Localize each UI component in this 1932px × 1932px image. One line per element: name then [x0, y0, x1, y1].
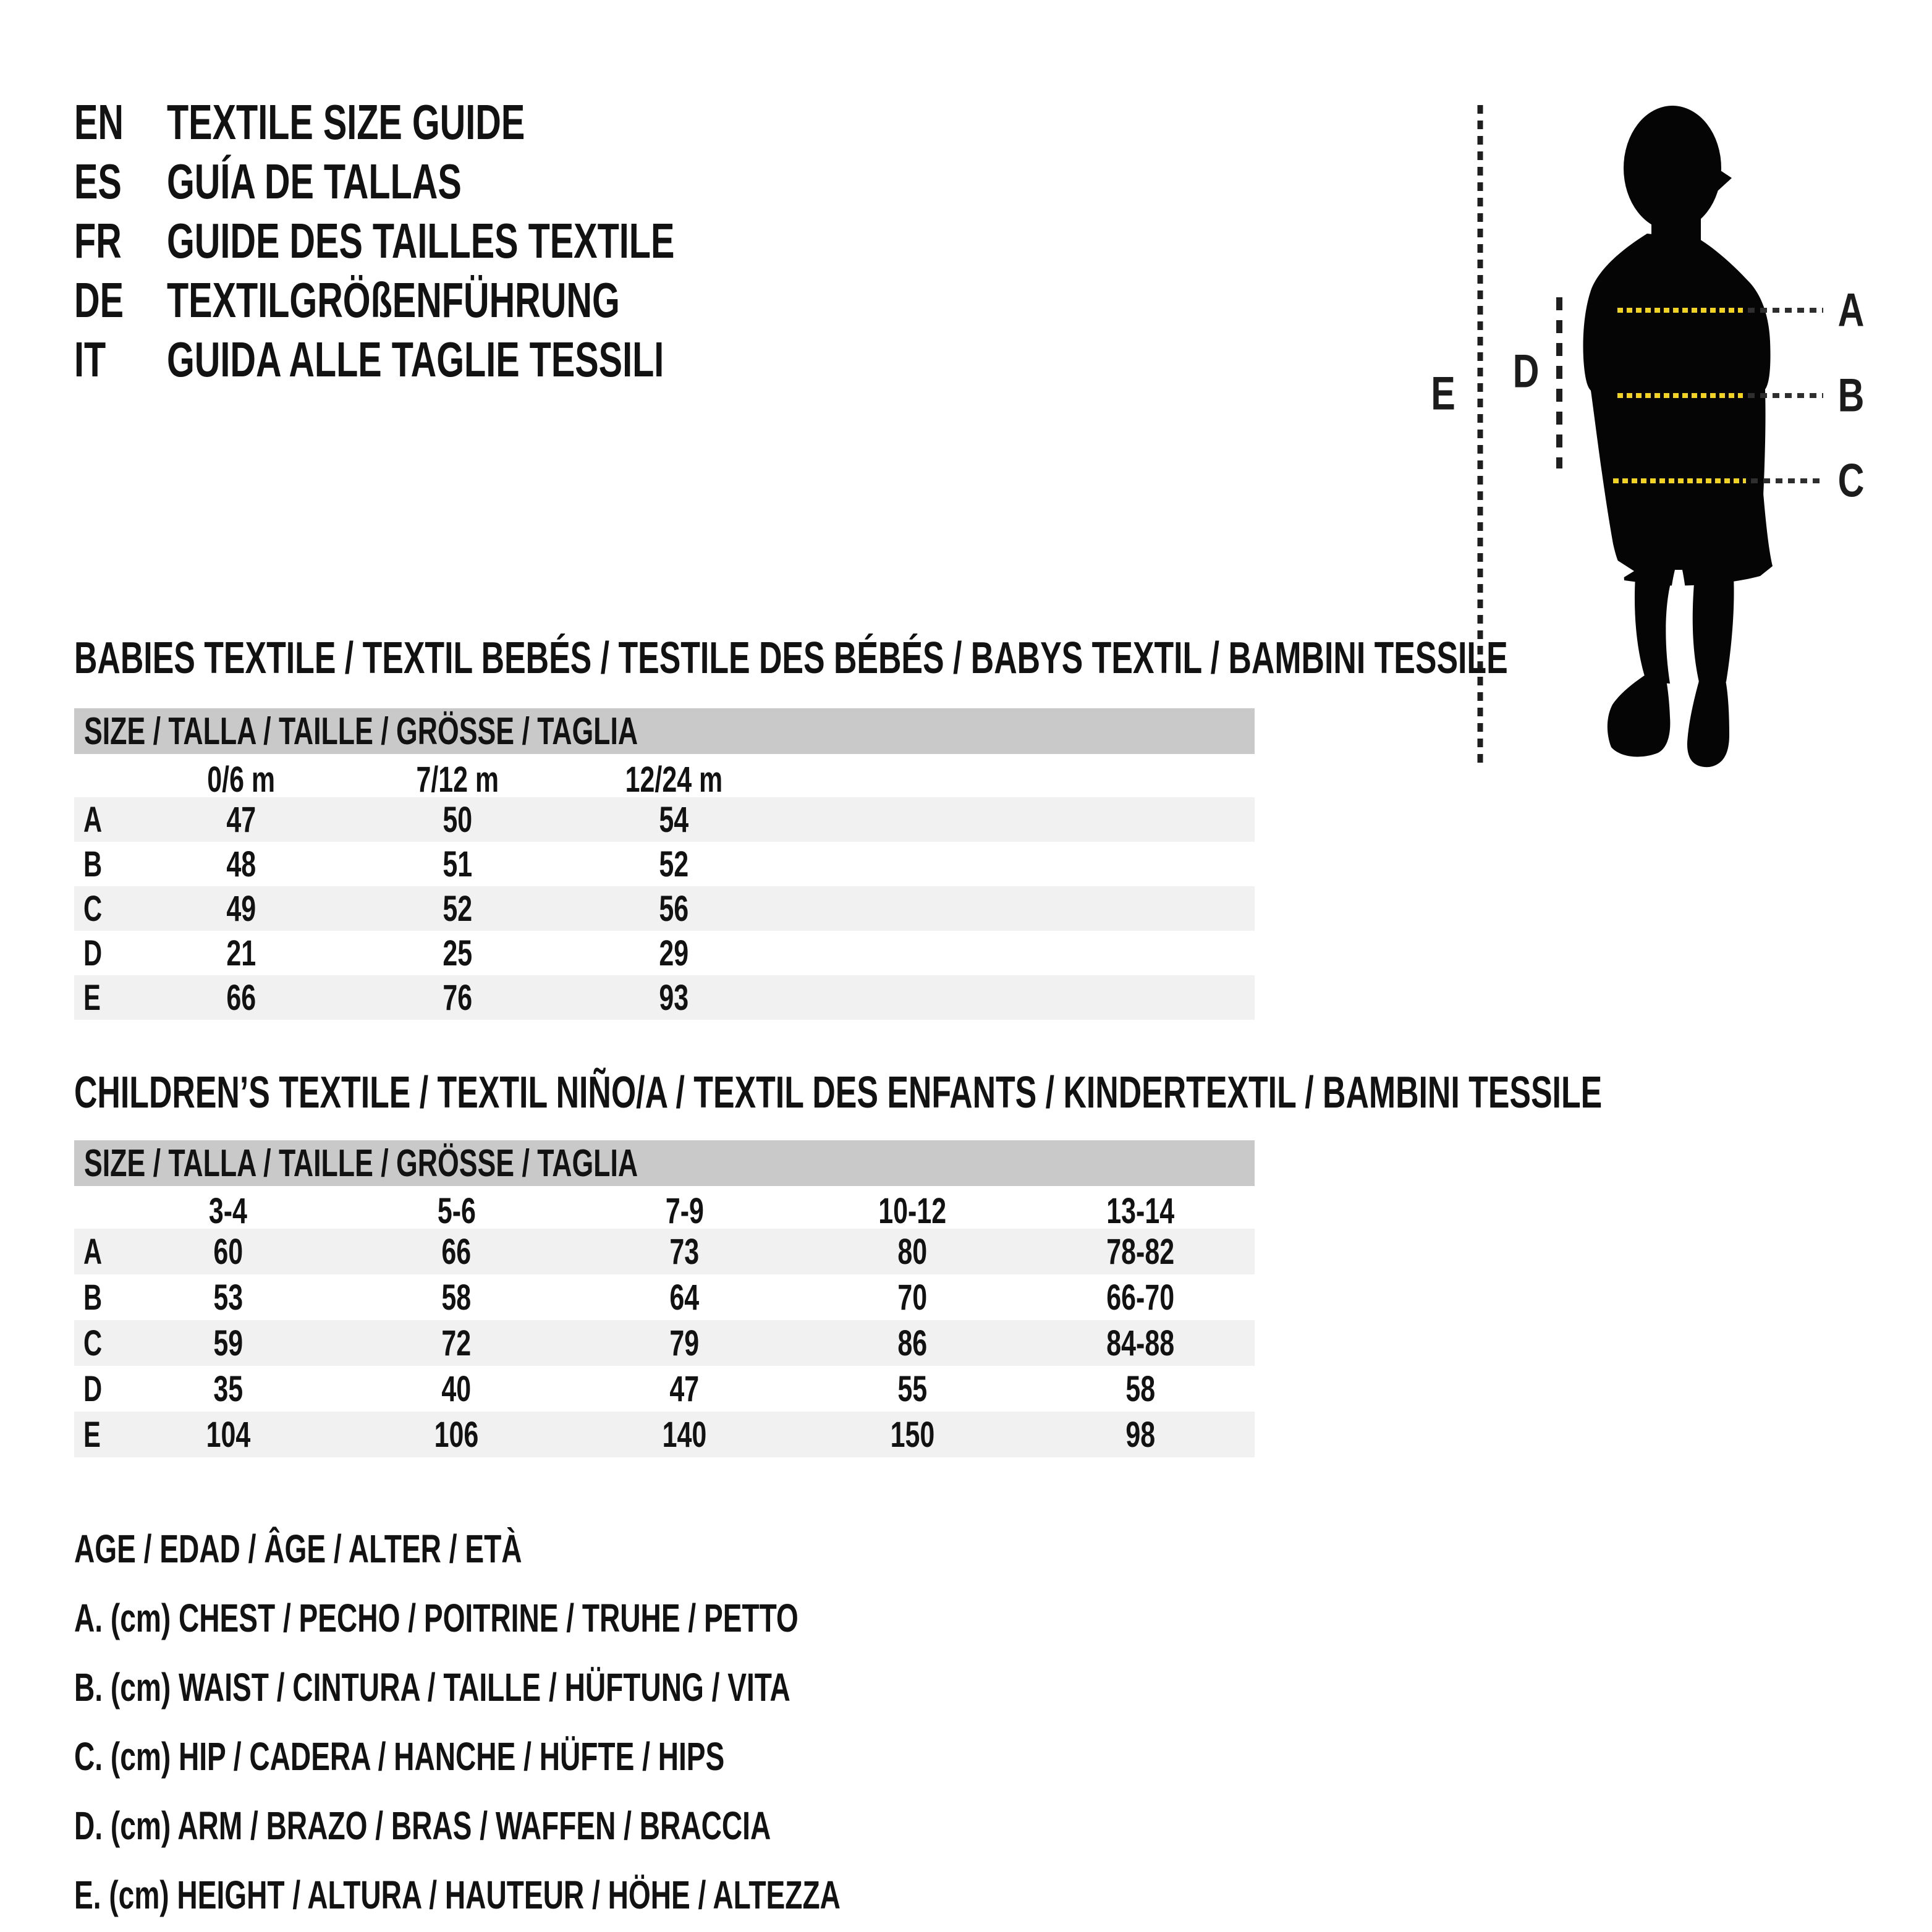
- row-label: D: [83, 933, 103, 973]
- value-cell: 72: [441, 1323, 472, 1363]
- language-code: FR: [74, 213, 122, 268]
- column-header: 0/6 m: [207, 759, 275, 800]
- value-cell: 51: [443, 844, 472, 884]
- language-row-es: [74, 152, 872, 211]
- language-code: IT: [74, 332, 106, 387]
- table-row: [74, 931, 1255, 975]
- table-row: [74, 842, 1255, 886]
- children-size-header-bar: SIZE / TALLA / TAILLE / GRÖSSE / TAGLIA: [74, 1140, 1255, 1186]
- value-cell: 98: [1125, 1414, 1156, 1455]
- legend-age-row: AGE / EDAD / ÂGE / ALTER / ETÀ: [74, 1527, 522, 1571]
- value-cell: 66: [441, 1231, 472, 1272]
- value-cell: 21: [226, 933, 256, 973]
- value-cell: 54: [659, 799, 688, 840]
- value-cell: 93: [659, 977, 688, 1018]
- column-header: 3-4: [209, 1190, 248, 1231]
- table-row: [74, 1229, 1255, 1274]
- babies-size-header-bar: SIZE / TALLA / TAILLE / GRÖSSE / TAGLIA: [74, 708, 1255, 754]
- value-cell: 106: [434, 1414, 479, 1455]
- row-label: A: [83, 1231, 103, 1272]
- column-header: 7/12 m: [416, 759, 499, 800]
- legend-item-chest: A. (cm) CHEST / PECHO / POITRINE / TRUHE / PETTO: [74, 1596, 799, 1640]
- column-header: 5-6: [437, 1190, 476, 1231]
- value-cell: 50: [443, 799, 472, 840]
- value-cell: 53: [213, 1277, 244, 1318]
- value-cell: 150: [890, 1414, 935, 1455]
- value-cell: 56: [659, 888, 688, 929]
- legend-item-height: E. (cm) HEIGHT / ALTURA / HAUTEUR / HÖHE / ALTEZZA: [74, 1873, 841, 1917]
- row-label: C: [83, 888, 103, 929]
- table-row: [74, 975, 1255, 1020]
- language-row-fr: [74, 211, 872, 271]
- row-label: D: [83, 1368, 103, 1409]
- table-row: [74, 886, 1255, 931]
- value-cell: 52: [659, 844, 688, 884]
- column-header: 10-12: [878, 1190, 947, 1231]
- value-cell: 25: [443, 933, 472, 973]
- column-header: 12/24 m: [625, 759, 722, 800]
- language-row-it: [74, 330, 872, 389]
- value-cell: 86: [897, 1323, 928, 1363]
- value-cell: 55: [897, 1368, 928, 1409]
- value-cell: 78-82: [1106, 1231, 1175, 1272]
- value-cell: 49: [226, 888, 256, 929]
- language-title: GUÍA DE TALLAS: [167, 154, 462, 209]
- row-label: B: [83, 1277, 103, 1318]
- table-row: [74, 1320, 1255, 1366]
- language-code: EN: [74, 95, 124, 150]
- language-row-en: [74, 93, 872, 152]
- table-row: [74, 797, 1255, 842]
- value-cell: 64: [669, 1277, 700, 1318]
- value-cell: 40: [441, 1368, 472, 1409]
- language-title: GUIDA ALLE TAGLIE TESSILI: [167, 332, 664, 387]
- value-cell: 47: [226, 799, 256, 840]
- legend-item-waist: B. (cm) WAIST / CINTURA / TAILLE / HÜFTUNG / VITA: [74, 1665, 790, 1710]
- babies-size-table: [74, 761, 1255, 1020]
- language-title: GUIDE DES TAILLES TEXTILE: [167, 213, 675, 268]
- value-cell: 70: [897, 1277, 928, 1318]
- value-cell: 66-70: [1106, 1277, 1175, 1318]
- value-cell: 47: [669, 1368, 700, 1409]
- children-column-header-row: [74, 1190, 1255, 1231]
- table-row: [74, 1274, 1255, 1320]
- value-cell: 140: [662, 1414, 707, 1455]
- value-cell: 59: [213, 1323, 244, 1363]
- value-cell: 58: [1125, 1368, 1156, 1409]
- children-size-table: [74, 1190, 1255, 1457]
- babies-section-title: BABIES TEXTILE / TEXTIL BEBÉS / TESTILE DES BÉBÉS / BABYS TEXTIL / BAMBINI TESSILE: [74, 633, 1508, 683]
- value-cell: 104: [206, 1414, 251, 1455]
- measure-label-c: C: [1837, 454, 1865, 507]
- value-cell: 66: [226, 977, 256, 1018]
- babies-column-header-row: [74, 759, 1255, 800]
- value-cell: 35: [213, 1368, 244, 1409]
- language-code: DE: [74, 273, 124, 328]
- column-header: 13-14: [1106, 1190, 1175, 1231]
- measure-label-b: B: [1837, 369, 1865, 422]
- value-cell: 48: [226, 844, 256, 884]
- value-cell: 60: [213, 1231, 244, 1272]
- value-cell: 58: [441, 1277, 472, 1318]
- language-title-list: [74, 93, 872, 389]
- legend-item-hip: C. (cm) HIP / CADERA / HANCHE / HÜFTE / HIPS: [74, 1734, 725, 1779]
- table-row: [74, 1366, 1255, 1412]
- language-code: ES: [74, 154, 122, 209]
- row-label: E: [83, 1414, 101, 1455]
- language-title: TEXTILGRÖßENFÜHRUNG: [167, 273, 620, 328]
- language-title: TEXTILE SIZE GUIDE: [167, 95, 525, 150]
- row-label: E: [83, 977, 101, 1018]
- value-cell: 73: [669, 1231, 700, 1272]
- row-label: C: [83, 1323, 103, 1363]
- legend-item-arm: D. (cm) ARM / BRAZO / BRAS / WAFFEN / BRACCIA: [74, 1803, 771, 1848]
- value-cell: 79: [669, 1323, 700, 1363]
- value-cell: 29: [659, 933, 688, 973]
- table-row: [74, 1412, 1255, 1457]
- children-section-title: CHILDREN’S TEXTILE / TEXTIL NIÑO/A / TEXTIL DES ENFANTS / KINDERTEXTIL / BAMBINI TESSILE: [74, 1068, 1603, 1117]
- language-row-de: [74, 271, 872, 330]
- measure-label-d: D: [1512, 345, 1540, 398]
- value-cell: 80: [897, 1231, 928, 1272]
- value-cell: 76: [443, 977, 472, 1018]
- row-label: B: [83, 844, 103, 884]
- row-label: A: [83, 799, 103, 840]
- measure-label-a: A: [1837, 284, 1865, 337]
- column-header: 7-9: [665, 1190, 704, 1231]
- value-cell: 52: [443, 888, 472, 929]
- value-cell: 84-88: [1106, 1323, 1175, 1363]
- measurement-legend: [74, 1514, 1138, 1930]
- measure-label-e: E: [1431, 367, 1455, 420]
